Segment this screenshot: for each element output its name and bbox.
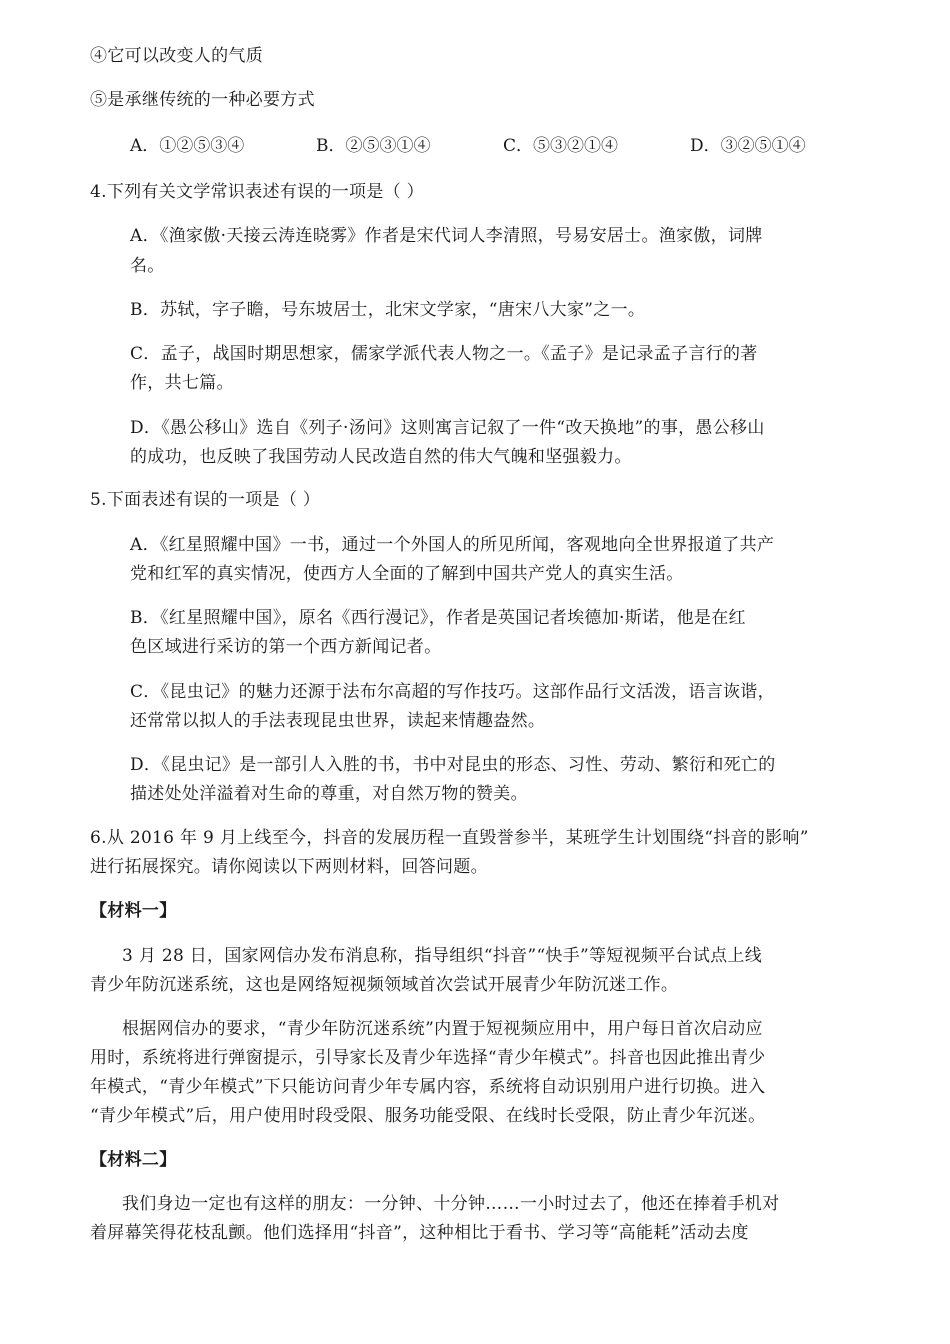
material1-p2-line1: 根据网信办的要求，“青少年防沉迷系统”内置于短视频应用中，用户每日首次启动应 bbox=[122, 1019, 763, 1039]
q6-stem-line2: 进行拓展探究。请你阅读以下两则材料，回答问题。 bbox=[90, 857, 488, 877]
material2-p1-line2: 着屏幕笑得花枝乱颤。他们选择用“抖音”，这种相比于看书、学习等“高能耗”活动去度 bbox=[90, 1223, 749, 1243]
material2-title: 【材料二】 bbox=[90, 1150, 177, 1170]
material1-p1-line2: 青少年防沉迷系统，这也是网络短视频领域首次尝试开展青少年防沉迷工作。 bbox=[90, 975, 679, 995]
material1-p2-line4: “青少年模式”后，用户使用时段受限、服务功能受限、在线时长受限，防止青少年沉迷。 bbox=[90, 1106, 766, 1126]
q5-option-a-line2: 党和红军的真实情况，使西方人全面的了解到中国共产党人的真实生活。 bbox=[130, 564, 684, 584]
q3-option-b: B．②⑤③①④ bbox=[316, 136, 431, 156]
material2-p1-line1: 我们身边一定也有这样的朋友：一分钟、十分钟……一小时过去了，他还在捧着手机对 bbox=[122, 1194, 780, 1214]
q4-option-a-line1: A．《渔家傲·天接云涛连晓雾》作者是宋代词人李清照，号易安居士。渔家傲，词牌 bbox=[130, 226, 763, 246]
q5-option-b-line1: B．《红星照耀中国》，原名《西行漫记》，作者是英国记者埃德加·斯诺，他是在红 bbox=[130, 608, 746, 628]
q3-option-a: A．①②⑤③④ bbox=[130, 136, 245, 156]
material1-p2-line3: 年模式，“青少年模式”下只能访问青少年专属内容，系统将自动识别用户进行切换。进入 bbox=[90, 1077, 766, 1097]
q5-option-c-line1: C．《昆虫记》的魅力还源于法布尔高超的写作技巧。这部作品行文活泼，语言诙谐， bbox=[130, 682, 775, 702]
q5-option-b-line2: 色区域进行采访的第一个西方新闻记者。 bbox=[130, 637, 442, 657]
material1-p1-line1: 3 月 28 日，国家网信办发布消息称，指导组织“抖音”“快手”等短视频平台试点上线 bbox=[122, 946, 763, 966]
q4-option-c-line2: 作，共七篇。 bbox=[130, 373, 234, 393]
q4-option-b-line1: B．苏轼，字子瞻，号东坡居士，北宋文学家，“唐宋八大家”之一。 bbox=[130, 300, 646, 320]
q4-option-d-line2: 的成功，也反映了我国劳动人民改造自然的伟大气魄和坚强毅力。 bbox=[130, 447, 632, 467]
material1-title: 【材料一】 bbox=[90, 901, 177, 921]
q5-option-c-line2: 还常常以拟人的手法表现昆虫世界，读起来情趣盎然。 bbox=[130, 711, 546, 731]
q3-item-5: ⑤是承继传统的一种必要方式 bbox=[90, 90, 315, 110]
q5-option-d-line2: 描述处处洋溢着对生命的尊重，对自然万物的赞美。 bbox=[130, 784, 528, 804]
q3-option-c: C．⑤③②①④ bbox=[503, 136, 619, 156]
q3-option-d: D．③②⑤①④ bbox=[690, 136, 806, 156]
q4-stem: 4.下列有关文学常识表述有误的一项是（ ） bbox=[90, 182, 424, 202]
q5-option-d-line1: D．《昆虫记》是一部引人入胜的书，书中对昆虫的形态、习性、劳动、繁衍和死亡的 bbox=[130, 755, 776, 775]
q3-item-4: ④它可以改变人的气质 bbox=[90, 46, 263, 66]
q4-option-a-line2: 名。 bbox=[130, 256, 165, 276]
q5-stem: 5.下面表述有误的一项是（ ） bbox=[90, 490, 321, 510]
material1-p2-line2: 用时，系统将进行弹窗提示，引导家长及青少年选择“青少年模式”。抖音也因此推出青少 bbox=[90, 1048, 766, 1068]
q5-option-a-line1: A．《红星照耀中国》一书，通过一个外国人的所见所闻，客观地向全世界报道了共产 bbox=[130, 535, 775, 555]
q4-option-d-line1: D．《愚公移山》选自《列子·汤问》这则寓言记叙了一件“改天换地”的事，愚公移山 bbox=[130, 418, 765, 438]
q4-option-c-line1: C．孟子，战国时期思想家，儒家学派代表人物之一。《孟子》是记录孟子言行的著 bbox=[130, 344, 758, 364]
q6-stem-line1: 6.从 2016 年 9 月上线至今，抖音的发展历程一直毁誉参半，某班学生计划围绕“抖音的影响” bbox=[90, 828, 809, 848]
